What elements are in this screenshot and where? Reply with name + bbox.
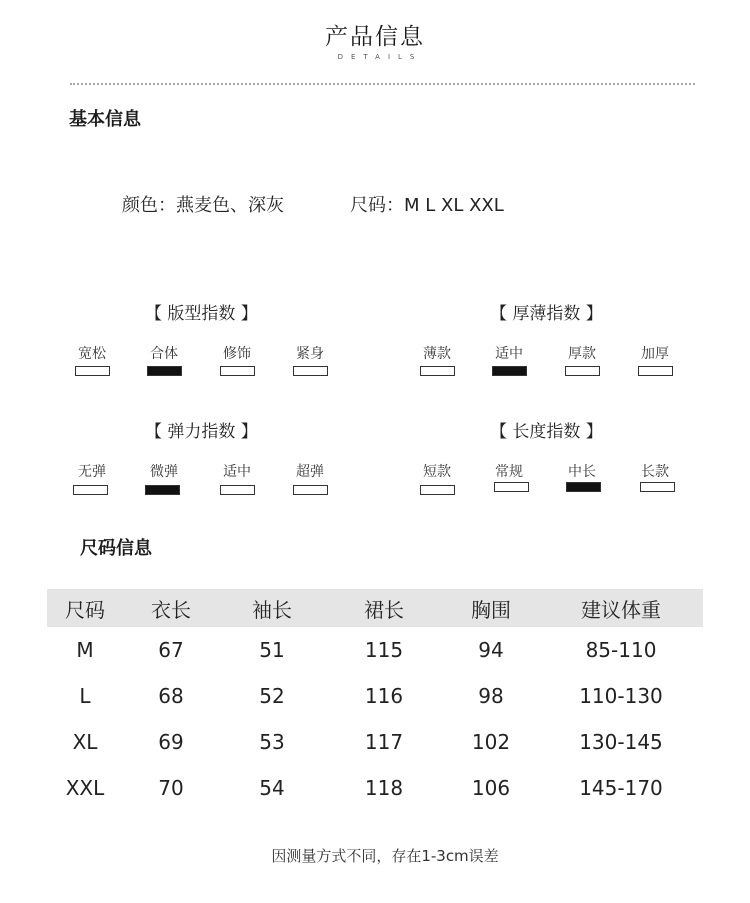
page-subtitle: DETAILS bbox=[337, 53, 423, 61]
table-cell: XXL bbox=[65, 776, 105, 800]
index-option-label: 紧身 bbox=[296, 346, 324, 362]
table-header-cell: 胸围 bbox=[471, 597, 511, 622]
table-cell: 54 bbox=[259, 776, 285, 800]
index-option-box bbox=[494, 482, 529, 492]
size-list-info: 尺码：M L XL XXL bbox=[350, 195, 504, 216]
index-option-label: 微弹 bbox=[150, 464, 178, 480]
table-header-cell: 袖长 bbox=[252, 597, 292, 622]
table-cell: 145-170 bbox=[579, 776, 663, 800]
index-option-label: 常规 bbox=[495, 464, 523, 480]
index-option-label: 合体 bbox=[150, 346, 178, 362]
table-cell: 102 bbox=[471, 730, 511, 754]
index-option-box bbox=[638, 366, 673, 376]
table-cell: L bbox=[79, 684, 91, 708]
index-option-box-selected bbox=[492, 366, 527, 376]
table-cell: XL bbox=[72, 730, 98, 754]
table-header-cell: 建议体重 bbox=[581, 597, 661, 622]
index-option-box bbox=[420, 366, 455, 376]
table-header-cell: 衣长 bbox=[151, 597, 191, 622]
table-row bbox=[47, 765, 703, 811]
table-cell: M bbox=[76, 638, 94, 662]
table-row bbox=[47, 719, 703, 765]
table-cell: 85-110 bbox=[585, 638, 657, 662]
index-option-label: 宽松 bbox=[78, 346, 106, 362]
index-option-label: 厚款 bbox=[568, 346, 596, 362]
basic-info-title: 基本信息 bbox=[69, 109, 141, 130]
table-header-row bbox=[47, 589, 703, 627]
index-option-label: 适中 bbox=[495, 346, 523, 362]
index-option-label: 中长 bbox=[568, 464, 596, 480]
table-cell: 130-145 bbox=[579, 730, 663, 754]
index-option-box bbox=[640, 482, 675, 492]
page-title: 产品信息 bbox=[325, 24, 425, 50]
index-option-box bbox=[220, 366, 255, 376]
fit-index-title: 【 版型指数 】 bbox=[145, 304, 258, 324]
table-cell: 69 bbox=[158, 730, 184, 754]
index-option-label: 薄款 bbox=[423, 346, 451, 362]
table-cell: 115 bbox=[364, 638, 404, 662]
table-cell: 117 bbox=[364, 730, 404, 754]
thickness-index-title: 【 厚薄指数 】 bbox=[490, 304, 603, 324]
index-option-box bbox=[565, 366, 600, 376]
length-index-title: 【 长度指数 】 bbox=[490, 422, 603, 442]
dotted-divider bbox=[70, 83, 695, 85]
index-option-box bbox=[293, 485, 328, 495]
index-option-box bbox=[420, 485, 455, 495]
index-option-label: 加厚 bbox=[641, 346, 669, 362]
elasticity-index-title: 【 弹力指数 】 bbox=[145, 422, 258, 442]
table-cell: 52 bbox=[259, 684, 285, 708]
table-cell: 67 bbox=[158, 638, 184, 662]
table-cell: 51 bbox=[259, 638, 285, 662]
table-cell: 98 bbox=[478, 684, 504, 708]
index-option-box-selected bbox=[145, 485, 180, 495]
size-table bbox=[47, 589, 703, 811]
table-cell: 116 bbox=[364, 684, 404, 708]
index-option-box bbox=[220, 485, 255, 495]
table-row bbox=[47, 627, 703, 673]
measurement-note: 因测量方式不同，存在1-3cm误差 bbox=[271, 847, 499, 865]
table-row bbox=[47, 673, 703, 719]
table-cell: 94 bbox=[478, 638, 504, 662]
table-cell: 70 bbox=[158, 776, 184, 800]
color-info: 颜色：燕麦色、深灰 bbox=[122, 195, 284, 216]
table-cell: 118 bbox=[364, 776, 404, 800]
table-header-cell: 裙长 bbox=[364, 597, 404, 622]
index-option-box-selected bbox=[147, 366, 182, 376]
table-cell: 53 bbox=[259, 730, 285, 754]
index-option-label: 无弹 bbox=[78, 464, 106, 480]
index-option-box bbox=[293, 366, 328, 376]
table-cell: 68 bbox=[158, 684, 184, 708]
index-option-box bbox=[75, 366, 110, 376]
index-option-label: 短款 bbox=[423, 464, 451, 480]
index-option-label: 超弹 bbox=[296, 464, 324, 480]
index-option-label: 适中 bbox=[223, 464, 251, 480]
table-cell: 110-130 bbox=[579, 684, 663, 708]
index-option-label: 修饰 bbox=[223, 346, 251, 362]
index-option-box bbox=[73, 485, 108, 495]
index-option-box-selected bbox=[566, 482, 601, 492]
table-cell: 106 bbox=[471, 776, 511, 800]
size-info-title: 尺码信息 bbox=[80, 538, 152, 559]
table-header-cell: 尺码 bbox=[65, 597, 105, 622]
index-option-label: 长款 bbox=[641, 464, 669, 480]
